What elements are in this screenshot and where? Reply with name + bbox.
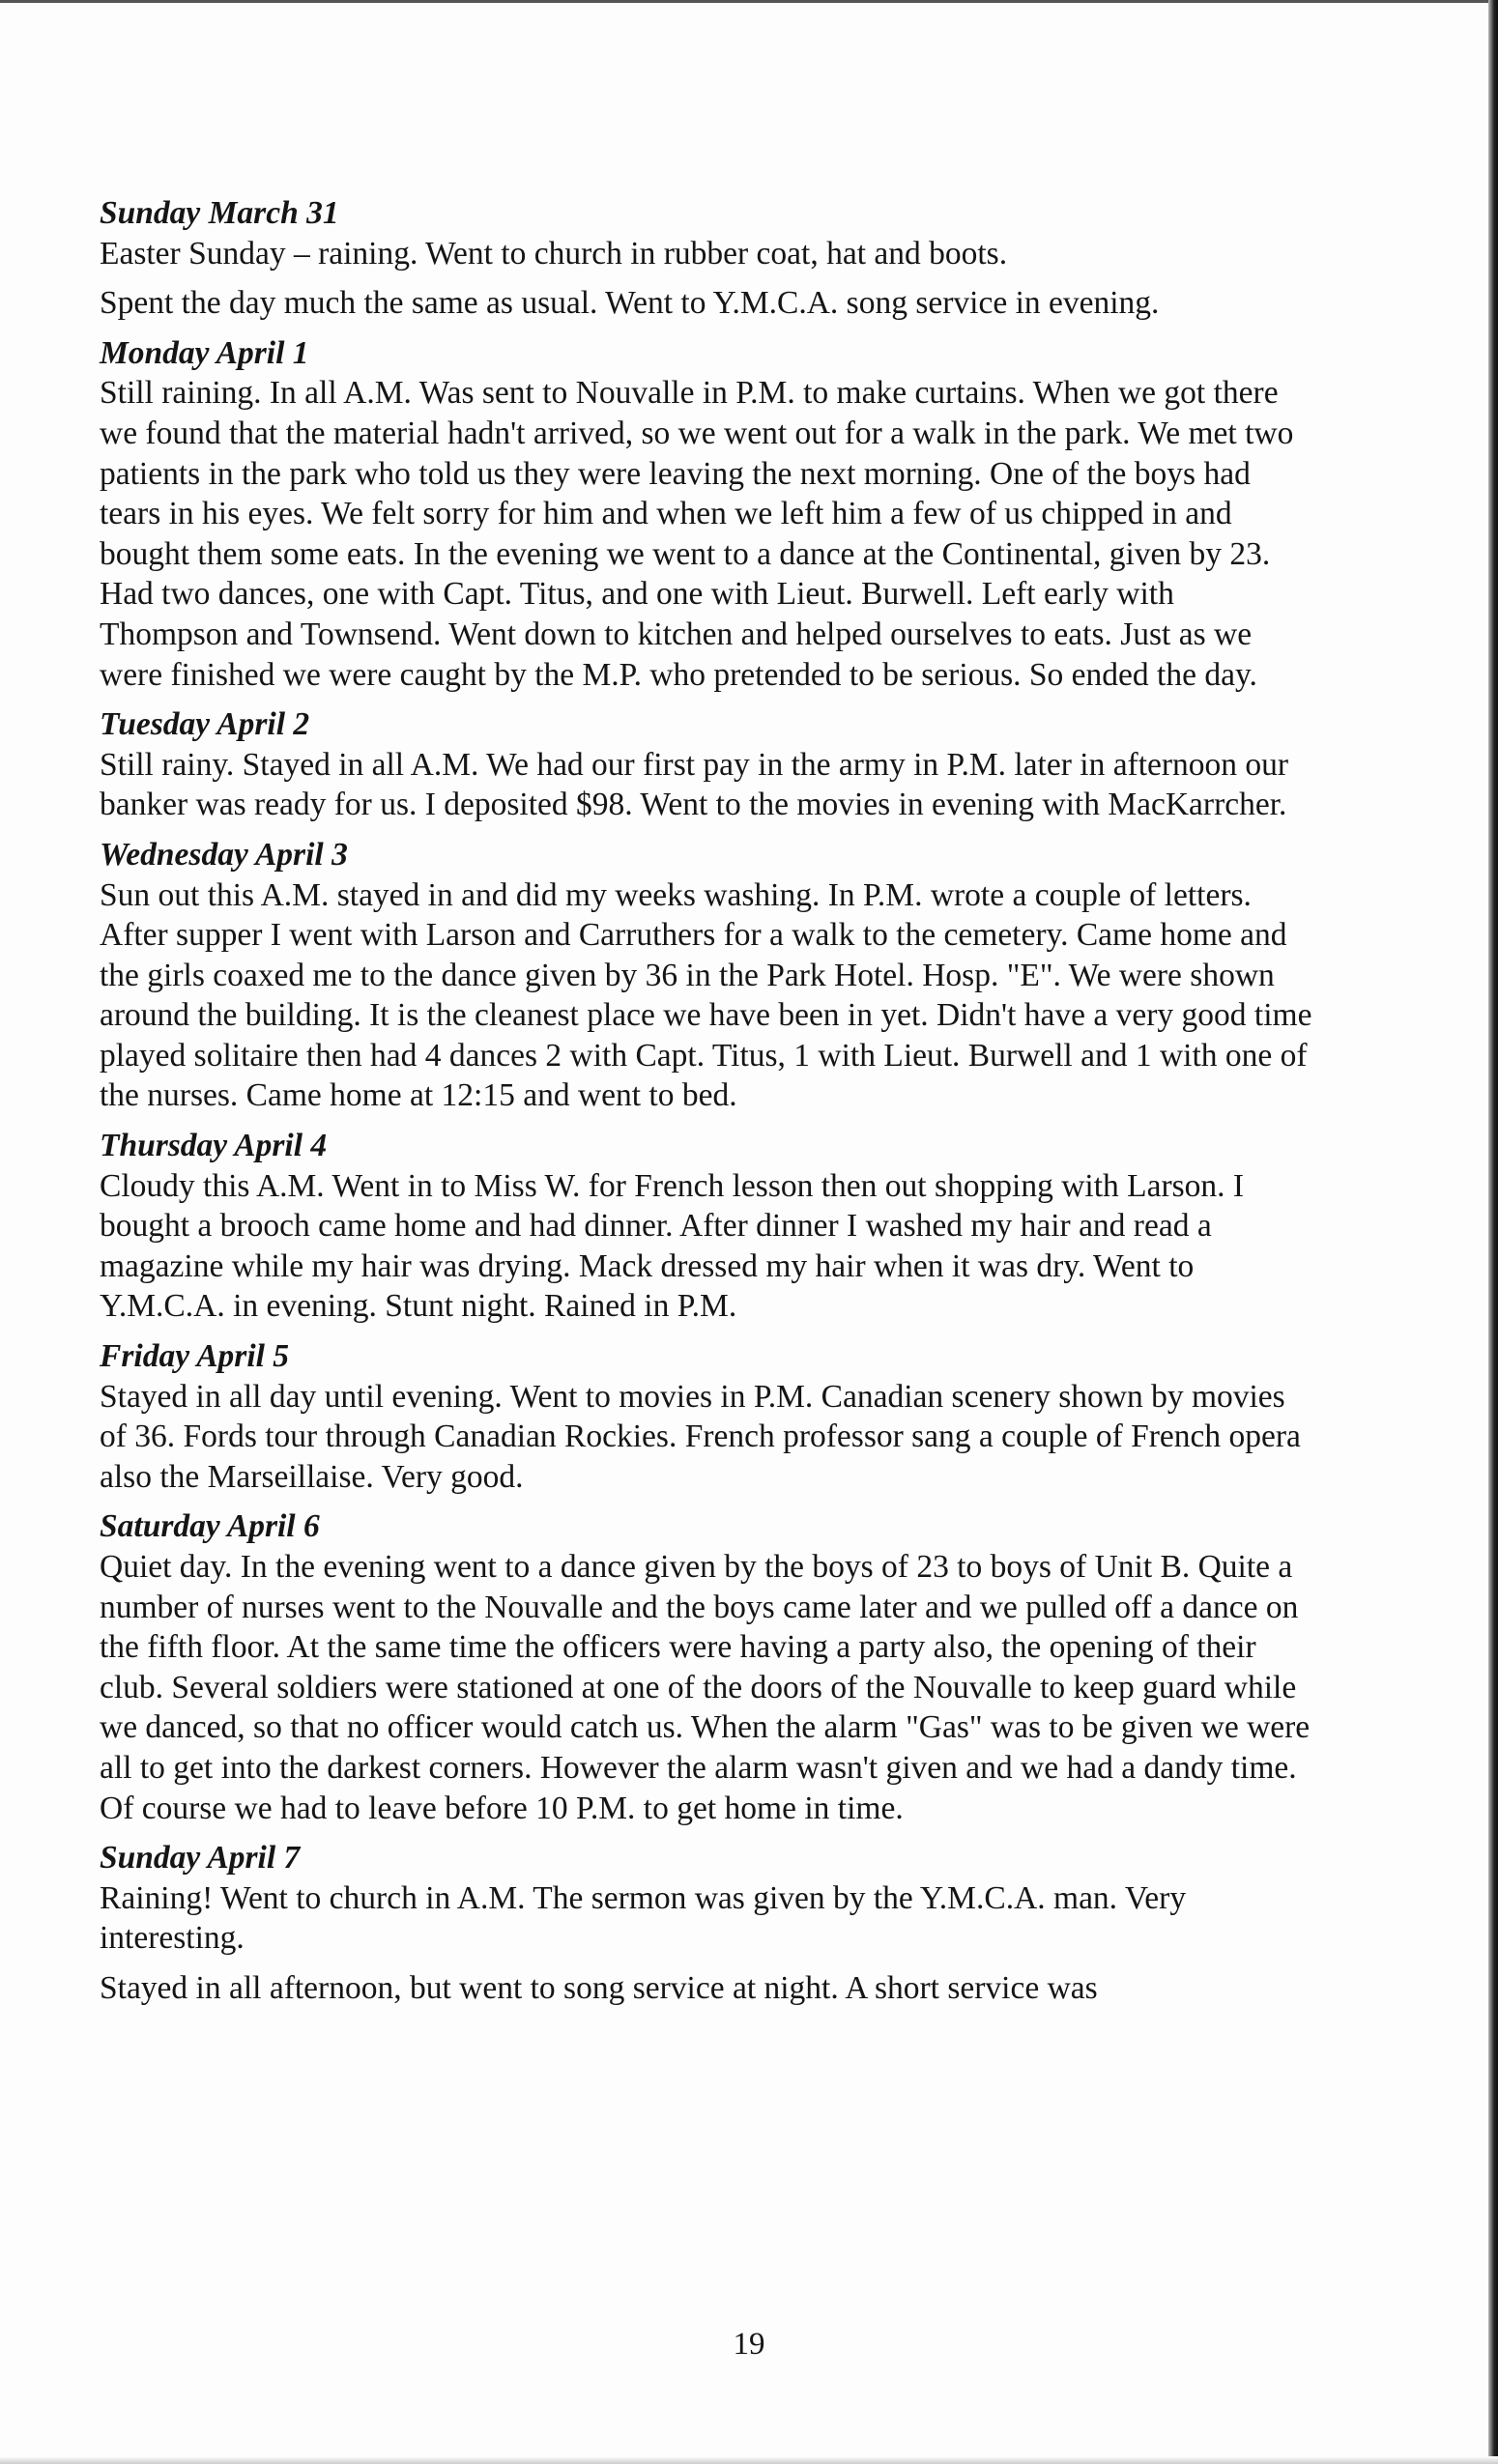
diary-entry: [100, 835, 1317, 1116]
entry-date: Monday April 1: [100, 334, 309, 371]
diary-content: [100, 193, 1317, 2019]
entry-paragraph: Still rainy. Stayed in all A.M. We had our first pay in the army in P.M. later in afternoon our banker was ready for us. I deposited $98. Went to the movies in evening with MacKarrcher.: [100, 746, 1289, 823]
entry-date: Saturday April 6: [100, 1508, 320, 1545]
page-top-border: [0, 0, 1498, 3]
entry-paragraph: Stayed in all afternoon, but went to song service at night. A short service was: [100, 1969, 1098, 2006]
diary-entry: [100, 1126, 1317, 1327]
entry-paragraph: Still raining. In all A.M. Was sent to Nouvalle in P.M. to make curtains. When we got there we found that the material hadn't arrived, so we went out for a walk in the park. We met two patients in the park who told us they were leaving the next morning. One of the boys had tears in his eyes. We felt sorry for him and when we left him a few of us chipped in and bought them some eats. In the evening we went to a dance at the Continental, given by 23. Had two dances, one with Capt. Titus, and one with Lieut. Burwell. Left early with Thompson and Townsend. Went down to kitchen and helped ourselves to eats. Just as we were finished we were caught by the M.P. who pretended to be serious. So ended the day.: [100, 375, 1294, 693]
entry-paragraph: Sun out this A.M. stayed in and did my weeks washing. In P.M. wrote a couple of letters. After supper I went with Larson and Carruthers for a walk to the cemetery. Came home and the girls coaxed me to the dance given by 36 in the Park Hotel. Hosp. "E". We were shown around the building. It is the cleanest place we have been in yet. Didn't have a very good time played solitaire then had 4 dances 2 with Capt. Titus, 1 with Lieut. Burwell and 1 with one of the nurses. Came home at 12:15 and went to bed.: [100, 876, 1312, 1114]
page-bottom-edge: [0, 2456, 1498, 2464]
diary-entry: [100, 1506, 1317, 1828]
entry-paragraph: Raining! Went to church in A.M. The sermon was given by the Y.M.C.A. man. Very interesting.: [100, 1879, 1187, 1957]
diary-entry: [100, 1336, 1317, 1497]
diary-entry: [100, 193, 1317, 324]
entry-date: Sunday March 31: [100, 195, 339, 231]
entry-paragraph: Spent the day much the same as usual. Went to Y.M.C.A. song service in evening.: [100, 285, 1160, 322]
entry-paragraph: Quiet day. In the evening went to a dance given by the boys of 23 to boys of Unit B. Quite a number of nurses went to the Nouvalle and the boys came later and we pulled off a dance on the fifth floor. At the same time the officers were having a party also, the opening of their club. Several soldiers were stationed at one of the doors of the Nouvalle to keep guard while we danced, so that no officer would catch us. When the alarm "Gas" was to be given we were all to get into the darkest corners. However the alarm wasn't given and we had a dandy time. Of course we had to leave before 10 P.M. to get home in time.: [100, 1549, 1311, 1826]
page-right-edge: [1488, 0, 1498, 2464]
entry-date: Wednesday April 3: [100, 836, 348, 873]
entry-paragraph: Cloudy this A.M. Went in to Miss W. for French lesson then out shopping with Larson. I bought a brooch came home and had dinner. After dinner I washed my hair and read a magazine while my hair was drying. Mack dressed my hair when it was dry. Went to Y.M.C.A. in evening. Stunt night. Rained in P.M.: [100, 1167, 1245, 1325]
diary-entry: [100, 333, 1317, 695]
entry-paragraph: Easter Sunday – raining. Went to church in rubber coat, hat and boots.: [100, 235, 1008, 272]
diary-entry: [100, 704, 1317, 825]
entry-date: Friday April 5: [100, 1338, 290, 1375]
entry-date: Thursday April 4: [100, 1128, 328, 1164]
entry-paragraph: Stayed in all day until evening. Went to movies in P.M. Canadian scenery shown by movies of 36. Fords tour through Canadian Rockies. French professor sang a couple of French opera also the Marseillaise. Very good.: [100, 1378, 1301, 1495]
entry-date: Sunday April 7: [100, 1840, 301, 1877]
page-number: 19: [733, 2327, 765, 2362]
diary-entry: [100, 1838, 1317, 2008]
entry-date: Tuesday April 2: [100, 706, 310, 743]
